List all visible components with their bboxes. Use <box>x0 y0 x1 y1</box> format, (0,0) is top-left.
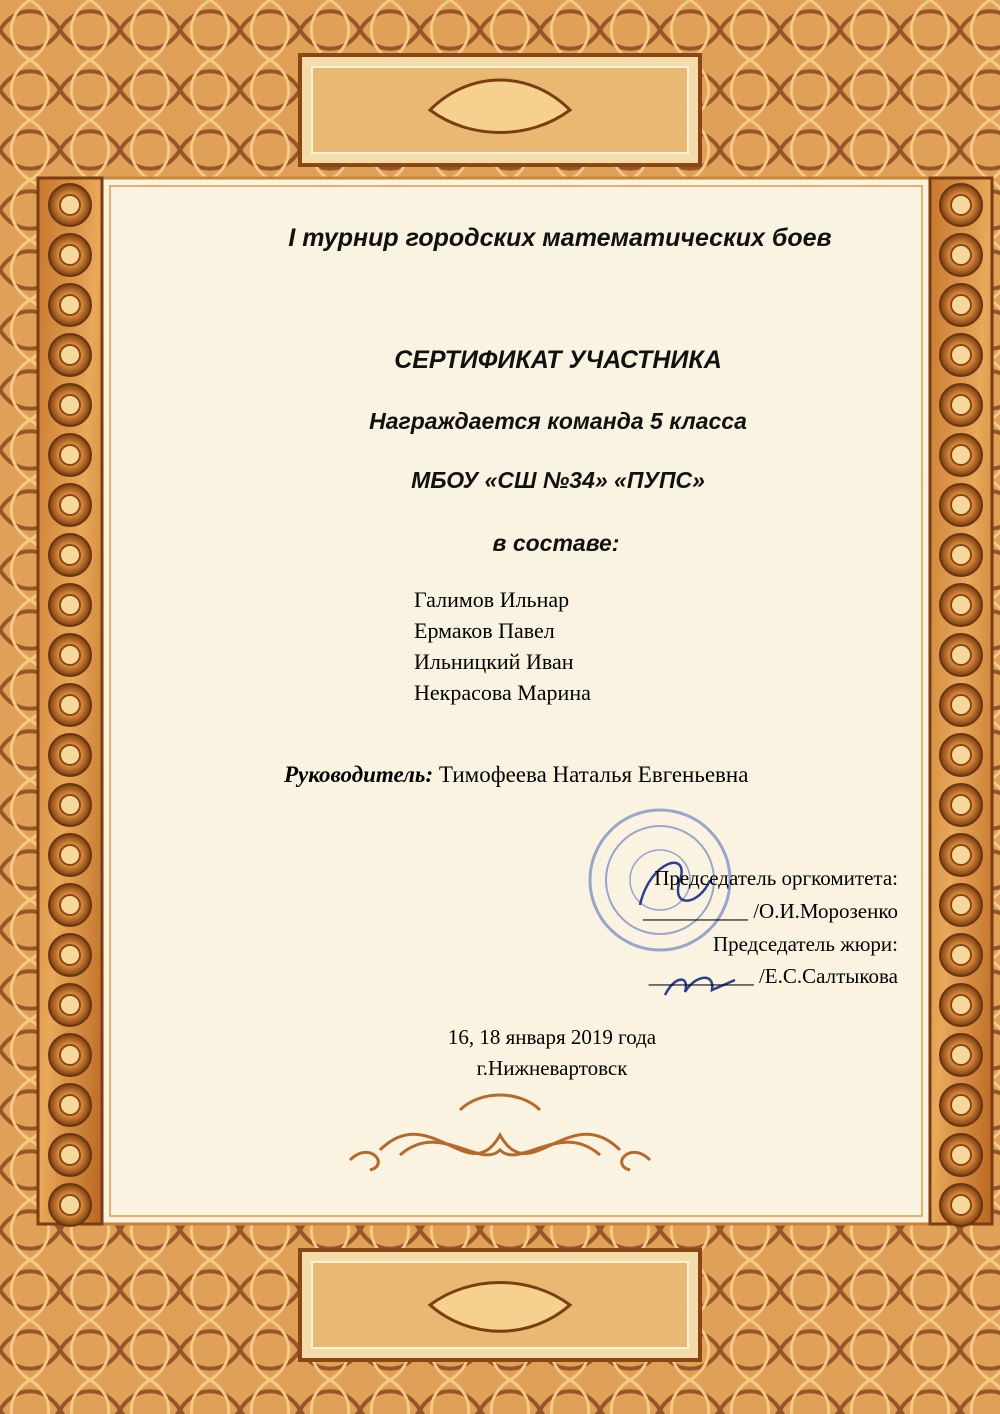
ring-ornament-center <box>60 495 80 515</box>
list-item: Некрасова Марина <box>414 680 591 705</box>
ring-ornament-center <box>60 995 80 1015</box>
leader-line <box>284 762 748 788</box>
ring-ornament-center <box>951 1195 971 1215</box>
ring-ornament-center <box>60 595 80 615</box>
list-item: Галимов Ильнар <box>414 587 570 612</box>
ring-ornament-center <box>951 295 971 315</box>
ring-ornament-center <box>60 195 80 215</box>
certificate-title: СЕРТИФИКАТ УЧАСТНИКА <box>394 346 722 374</box>
ring-ornament-center <box>60 695 80 715</box>
list-item: Ильницкий Иван <box>414 649 574 674</box>
chair-org-signature-line: __________ /О.И.Морозенко <box>642 899 898 923</box>
ring-ornament-center <box>951 695 971 715</box>
ring-ornament-center <box>951 995 971 1015</box>
ring-ornament-center <box>60 445 80 465</box>
composition-label: в составе: <box>492 530 620 556</box>
chair-org-label: Председатель оргкомитета: <box>654 866 898 890</box>
ring-ornament-center <box>60 1195 80 1215</box>
ring-ornament-center <box>951 795 971 815</box>
ring-ornament-center <box>60 295 80 315</box>
ring-ornament-center <box>60 945 80 965</box>
ring-ornament-center <box>60 845 80 865</box>
ring-ornament-center <box>951 745 971 765</box>
ring-ornament-center <box>951 645 971 665</box>
ring-ornament-center <box>951 495 971 515</box>
ring-ornament-center <box>951 445 971 465</box>
ring-ornament-center <box>60 1095 80 1115</box>
ring-ornament-center <box>60 895 80 915</box>
ring-ornament-center <box>951 595 971 615</box>
ring-ornament-center <box>60 795 80 815</box>
ring-ornament-center <box>951 1095 971 1115</box>
ring-ornament-center <box>60 645 80 665</box>
leader-name: Тимофеева Наталья Евгеньевна <box>438 762 749 787</box>
event-date: 16, 18 января 2019 года <box>447 1025 657 1049</box>
ring-ornament-center <box>60 1145 80 1165</box>
chair-jury-label: Председатель жюри: <box>712 932 898 956</box>
ring-ornament-center <box>951 895 971 915</box>
ring-ornament-center <box>951 945 971 965</box>
leader-label: Руководитель: <box>284 762 434 787</box>
ring-ornament-center <box>951 845 971 865</box>
school-team: МБОУ «СШ №34» «ПУПС» <box>411 467 705 493</box>
tournament-title: I турнир городских математических боев <box>288 224 832 252</box>
ring-ornament-center <box>60 745 80 765</box>
ring-ornament-center <box>951 1145 971 1165</box>
member-list <box>414 584 591 708</box>
award-line: Награждается команда 5 класса <box>369 408 747 434</box>
event-city: г.Нижневартовск <box>476 1056 628 1080</box>
ring-ornament-center <box>951 195 971 215</box>
chair-jury-signature-line: __________ /Е.С.Салтыкова <box>648 964 898 988</box>
list-item: Ермаков Павел <box>414 618 555 643</box>
